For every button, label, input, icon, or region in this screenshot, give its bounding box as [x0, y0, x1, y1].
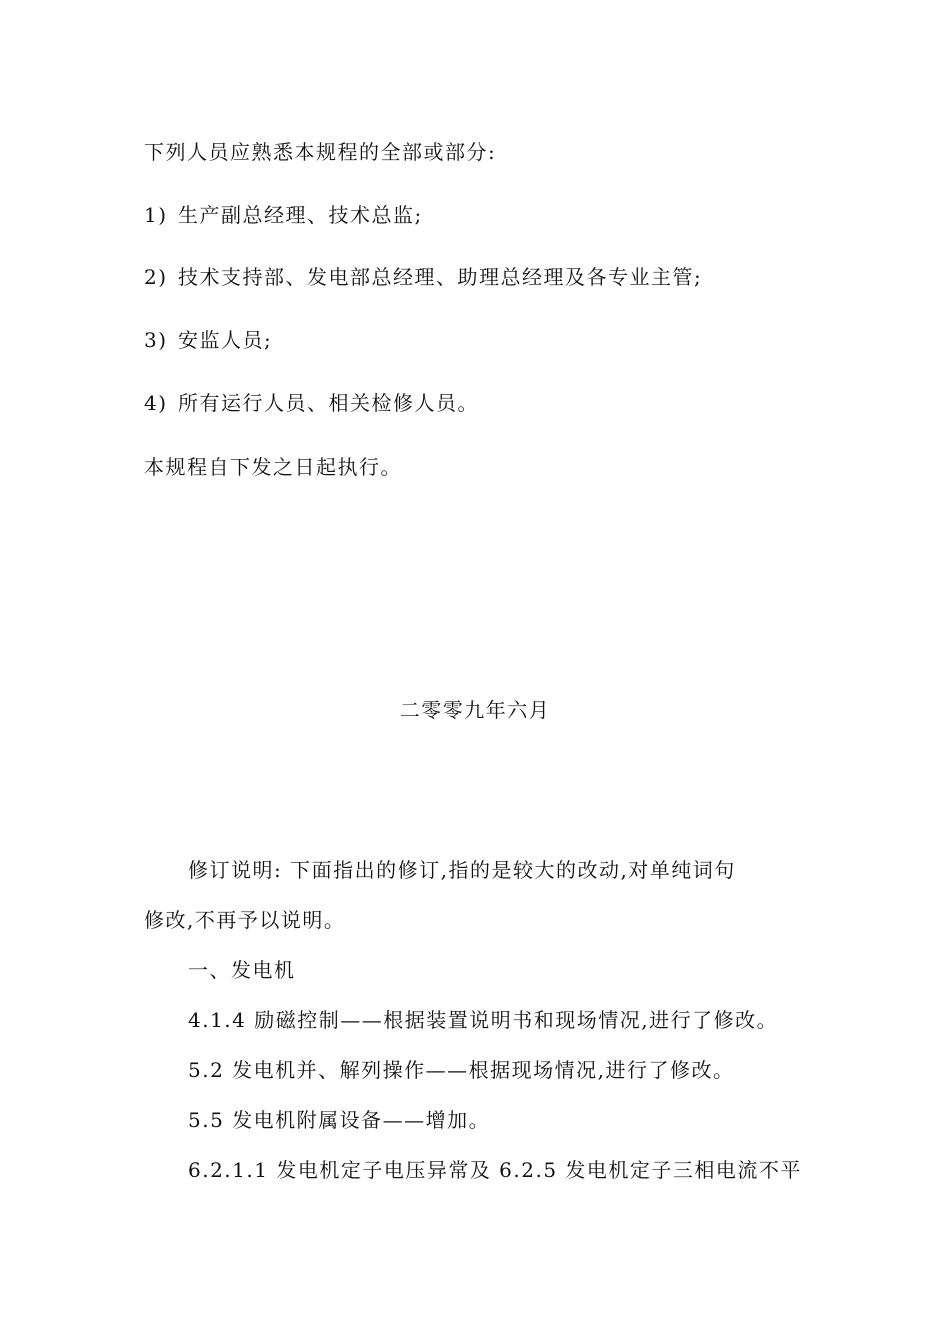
list-text: 技术支持部、发电部总经理、助理总经理及各专业主管;	[178, 265, 703, 289]
revision-item: 4.1.4 励磁控制——根据装置说明书和现场情况,进行了修改。	[188, 1008, 779, 1032]
revision-item: 5.2 发电机并、解列操作——根据现场情况,进行了修改。	[188, 1058, 735, 1082]
list-text: 所有运行人员、相关检修人员。	[178, 391, 479, 415]
revision-item: 5.5 发电机附属设备——增加。	[188, 1108, 491, 1132]
list-text: 生产副总经理、技术总监;	[178, 203, 423, 227]
revision-note-line-2: 修改,不再予以说明。	[144, 908, 346, 932]
list-number: 2)	[144, 265, 168, 289]
list-number: 1)	[144, 203, 168, 227]
revision-note-line-1: 修订说明: 下面指出的修订,指的是较大的改动,对单纯词句	[188, 858, 736, 882]
list-item	[144, 326, 272, 354]
list-text: 安监人员;	[178, 328, 273, 352]
document-date: 二零零九年六月	[399, 698, 551, 722]
list-number: 4)	[144, 391, 168, 415]
intro-text: 下列人员应熟悉本规程的全部或部分:	[144, 140, 497, 164]
effective-text: 本规程自下发之日起执行。	[144, 455, 402, 479]
section-heading: 一、发电机	[188, 958, 296, 982]
list-number: 3)	[144, 328, 168, 352]
list-item	[144, 389, 479, 417]
list-item	[144, 263, 702, 291]
revision-item: 6.2.1.1 发电机定子电压异常及 6.2.5 发电机定子三相电流不平	[188, 1158, 802, 1182]
list-item	[144, 201, 423, 229]
